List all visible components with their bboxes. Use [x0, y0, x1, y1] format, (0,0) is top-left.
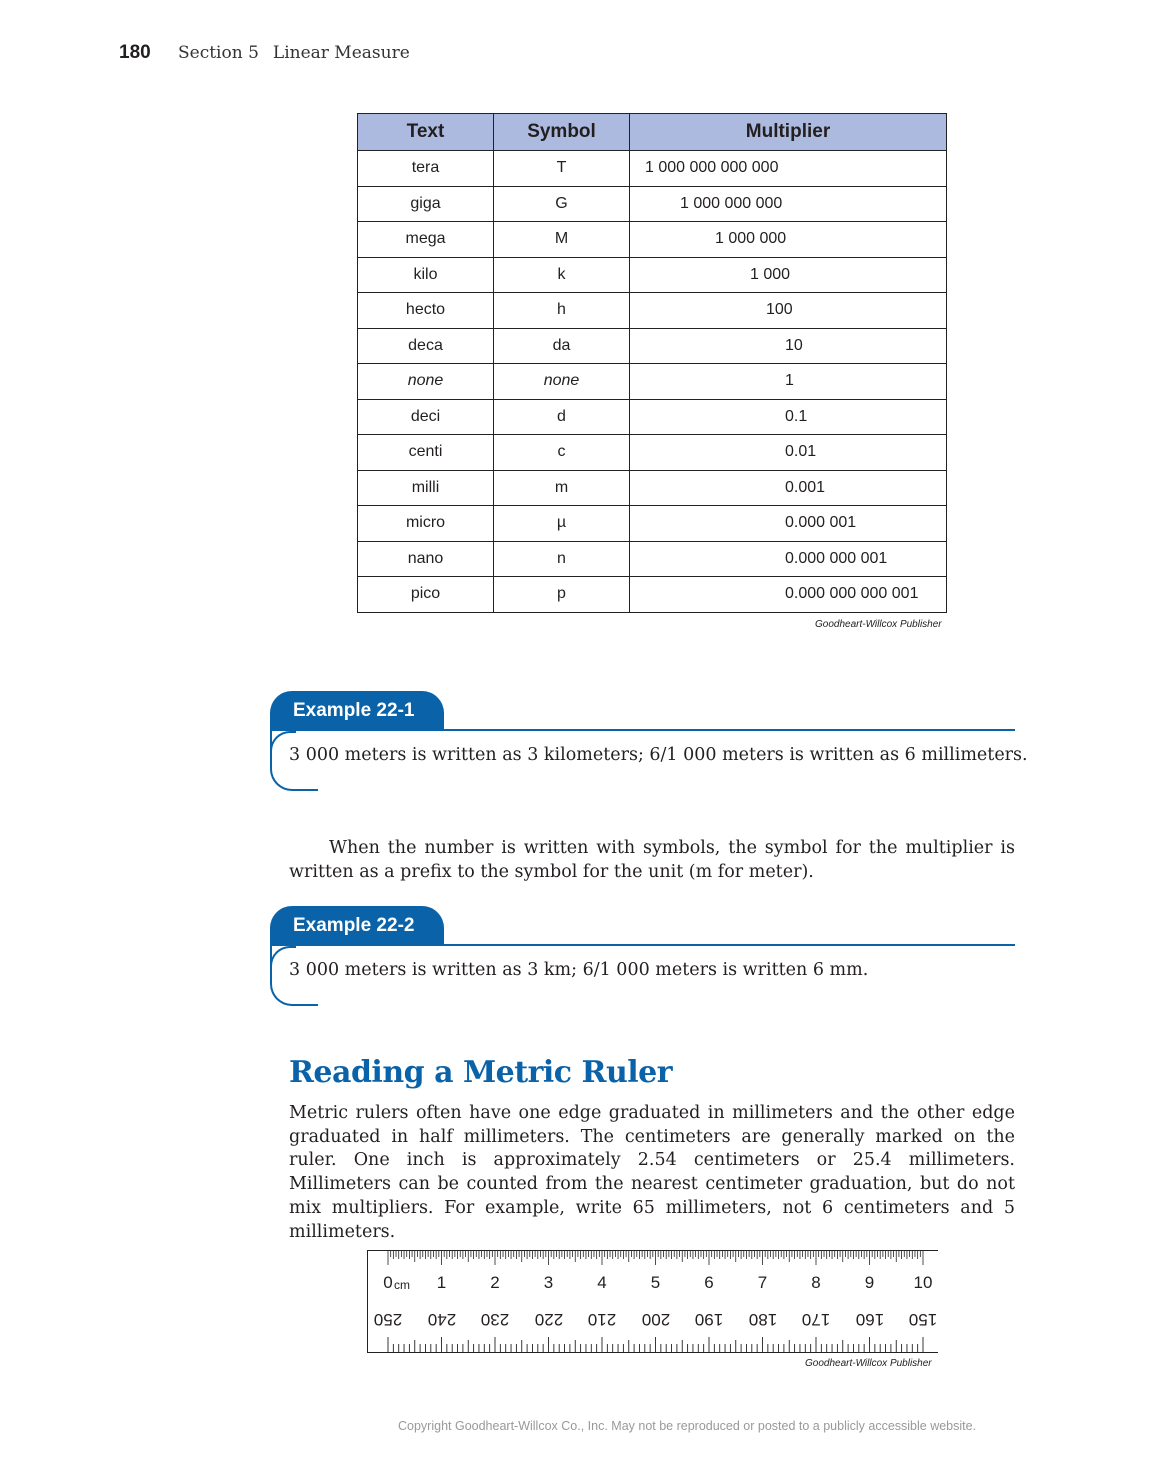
mm-scale-label: 230 — [480, 1310, 510, 1329]
prefix-cell: kilo — [358, 257, 494, 293]
prefix-cell: mega — [358, 222, 494, 258]
multiplier-value: 0.000 001 — [785, 514, 857, 531]
prefix-cell: none — [358, 364, 494, 400]
multiplier-value: 0.000 000 001 — [785, 549, 888, 567]
mm-scale-label: 160 — [855, 1310, 884, 1329]
example-text: 3 000 meters is written as 3 km; 6/1 000 meters is written 6 mm. — [289, 960, 869, 980]
multiplier-cell — [630, 399, 947, 435]
table-row — [358, 186, 947, 222]
symbol-cell: m — [494, 470, 630, 506]
divider — [440, 729, 1015, 731]
multiplier-cell — [630, 151, 947, 187]
cm-label: 6 — [704, 1273, 714, 1292]
table-row — [358, 328, 947, 364]
paragraph: Metric rulers often have one edge graduated in millimeters and the other edge graduated in half millimeters. The centimeters are generally marked on the ruler. One inch is approximately 2.54 centimeters or 25.4 millimeters. Millimeters can be counted from the nearest centimeter graduation, but do not mix multipliers. For example, write 65 millimeters, not 6 centimeters and 5 millimeters. — [289, 1103, 1015, 1242]
multiplier-cell — [630, 328, 947, 364]
cm-label: 8 — [811, 1273, 821, 1292]
prefix-cell: hecto — [358, 293, 494, 329]
cm-label: 1 — [436, 1273, 447, 1292]
mm-scale-label: 250 — [373, 1310, 403, 1329]
multiplier-cell — [630, 257, 947, 293]
multiplier-value: 0.001 — [785, 478, 826, 496]
symbol-cell: d — [494, 399, 630, 435]
multiplier-cell — [630, 435, 947, 471]
multiplier-value: 1 000 000 000 — [680, 194, 783, 212]
prefix-cell: micro — [358, 506, 494, 542]
cm-label: 5 — [650, 1273, 661, 1292]
table-row — [358, 470, 947, 506]
metric-prefix-table — [357, 113, 947, 613]
table-row — [358, 541, 947, 577]
mm-scale-label: 180 — [748, 1310, 777, 1329]
column-header: Multiplier — [630, 114, 947, 151]
multiplier-value: 0.000 000 000 001 — [785, 585, 919, 602]
ruler-credit: Goodheart-Willcox Publisher — [805, 1358, 932, 1369]
symbol-cell: M — [494, 222, 630, 258]
table-row — [358, 257, 947, 293]
ruler-ticks — [368, 1251, 939, 1354]
table-row — [358, 364, 947, 400]
symbol-cell: G — [494, 186, 630, 222]
multiplier-cell — [630, 506, 947, 542]
column-header: Text — [358, 114, 494, 151]
section-label: Section 5 — [178, 43, 259, 63]
cm-label: 9 — [864, 1273, 875, 1292]
multiplier-cell — [630, 470, 947, 506]
chapter-title: Linear Measure — [272, 43, 410, 63]
unit-label: cm — [394, 1278, 410, 1292]
prefix-cell: pico — [358, 577, 494, 613]
symbol-cell: none — [494, 364, 630, 400]
cm-label: 10 — [913, 1273, 933, 1292]
cm-label: 7 — [757, 1273, 768, 1292]
mm-scale-label: 170 — [801, 1310, 831, 1329]
table-credit: Goodheart-Willcox Publisher — [815, 619, 942, 630]
multiplier-cell — [630, 222, 947, 258]
example-22-2 — [270, 906, 1015, 1006]
multiplier-cell — [630, 293, 947, 329]
multiplier-cell — [630, 186, 947, 222]
example-title: Example 22-1 — [270, 691, 444, 731]
symbol-cell: da — [494, 328, 630, 364]
symbol-cell: p — [494, 577, 630, 613]
running-header — [178, 43, 424, 63]
table-row — [358, 222, 947, 258]
cm-label: 0 — [383, 1273, 393, 1292]
multiplier-cell — [630, 364, 947, 400]
prefix-cell: nano — [358, 541, 494, 577]
mm-scale-label: 190 — [694, 1310, 724, 1329]
mm-scale-label: 220 — [534, 1310, 563, 1329]
symbol-cell: c — [494, 435, 630, 471]
cm-label: 4 — [597, 1273, 607, 1292]
table-row — [358, 151, 947, 187]
symbol-cell: µ — [494, 506, 630, 542]
example-title: Example 22-2 — [270, 906, 444, 946]
table-row — [358, 506, 947, 542]
cm-label: 3 — [543, 1273, 554, 1292]
multiplier-value: 0.01 — [785, 443, 817, 460]
prefix-cell: milli — [358, 470, 494, 506]
multiplier-value: 0.1 — [785, 407, 808, 425]
prefix-cell: deca — [358, 328, 494, 364]
mm-scale-label: 150 — [908, 1310, 938, 1329]
example-22-1 — [270, 691, 1028, 791]
multiplier-value: 1 000 000 000 000 — [645, 159, 779, 176]
metric-ruler-figure — [367, 1250, 938, 1353]
table-row — [358, 293, 947, 329]
table-row — [358, 577, 947, 613]
prefix-cell: deci — [358, 399, 494, 435]
mm-scale-label: 210 — [587, 1310, 617, 1329]
multiplier-cell — [630, 541, 947, 577]
section-heading: Reading a Metric Ruler — [289, 1055, 673, 1090]
multiplier-value: 1 000 000 — [715, 230, 787, 247]
symbol-cell: T — [494, 151, 630, 187]
symbol-cell: h — [494, 293, 630, 329]
multiplier-value: 1 000 — [750, 265, 791, 283]
mm-scale-label: 200 — [641, 1310, 670, 1329]
prefix-cell: giga — [358, 186, 494, 222]
multiplier-value: 10 — [785, 336, 803, 354]
cm-label: 2 — [490, 1273, 500, 1292]
prefix-cell: tera — [358, 151, 494, 187]
prefix-cell: centi — [358, 435, 494, 471]
copyright-footer: Copyright Goodheart-Willcox Co., Inc. May not be reproduced or posted to a publicly accessible website. — [398, 1419, 977, 1433]
symbol-cell: k — [494, 257, 630, 293]
table-row — [358, 399, 947, 435]
multiplier-cell — [630, 577, 947, 613]
example-text: 3 000 meters is written as 3 kilometers; 6/1 000 meters is written as 6 millimeters. — [289, 745, 1028, 765]
page-number: 180 — [119, 42, 151, 63]
table-row — [358, 435, 947, 471]
mm-scale-label: 240 — [427, 1310, 456, 1329]
multiplier-value: 100 — [766, 301, 793, 318]
multiplier-value: 1 — [785, 372, 794, 389]
paragraph: When the number is written with symbols, the symbol for the multiplier is written as a prefix to the symbol for the unit (m for meter). — [289, 838, 1015, 882]
divider — [440, 944, 1015, 946]
symbol-cell: n — [494, 541, 630, 577]
column-header: Symbol — [494, 114, 630, 151]
